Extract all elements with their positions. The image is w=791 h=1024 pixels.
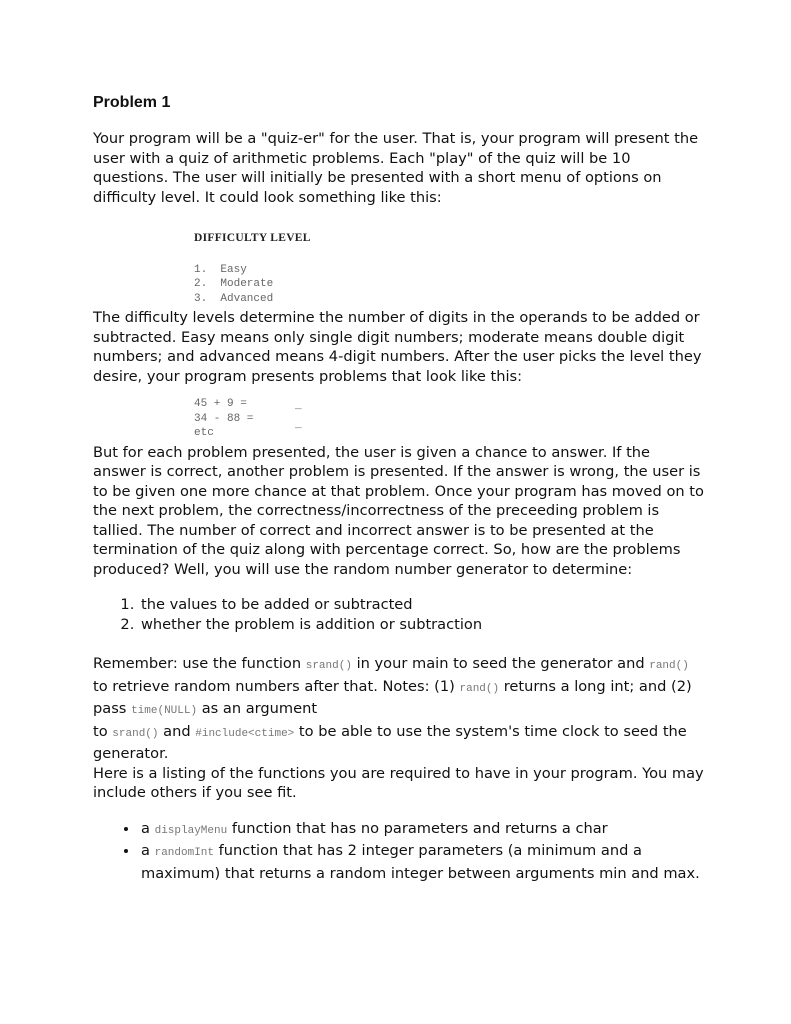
srand-code: srand() (305, 660, 352, 672)
example-problem-1 (194, 397, 705, 412)
answer-blank-1: _ (295, 400, 302, 412)
determine-list (93, 595, 705, 634)
function-item-displaymenu: • a displayMenu function that has no parameters and returns a char (139, 819, 705, 842)
functions-list (93, 819, 705, 884)
example-problems (194, 397, 705, 441)
levels-paragraph: The difficulty levels determine the number of digits in the operands to be added or subtracted. Easy means only single digit numbers; moderate means double digit numbers; and advanced means 4-digit numbers. After the user picks the level they desire, your program presents problems that look like this: (93, 309, 702, 385)
time-null-code: time(NULL) (131, 705, 198, 717)
example-problem-2 (194, 412, 705, 431)
menu-option-moderate: 2. Moderate (194, 278, 274, 290)
menu-heading: DIFFICULTY LEVEL (194, 232, 311, 244)
example-etc (194, 426, 705, 441)
function-item-randomint: • a randomInt function that has 2 integer parameters (a minimum and a maximum) that returns a random integer between arguments min and max. (139, 841, 705, 883)
example-etc-text: etc (194, 427, 214, 439)
rand-code: rand() (459, 682, 500, 695)
remember-paragraph: Remember: use the function srand() in your main to seed the generator and rand() to retrieve random numbers after that. Notes: (1) rand() returns a long int; and (2) pass time(NULL) as an argument to srand() and #include<ctime> to be able to use the system's time clock to seed the generator. (93, 655, 692, 762)
answer-paragraph: But for each problem presented, the user is given a chance to answer. If the answer is correct, another problem is presented. If the answer is wrong, the user is to be given one more chance at that problem. Once your program has moved on to the next problem, the correctness/incorrectness of the preceeding problem is tallied. The number of correct and incorrect answer is to be presented at the termination of the quiz along with percentage correct. So, how are the problems produced? Well, you will use the random number generator to determine: (93, 443, 704, 578)
list-item: 2. whether the problem is addition or subtraction (139, 615, 705, 635)
menu-option-easy: 1. Easy (194, 263, 247, 276)
listing-paragraph: Here is a listing of the functions you are required to have in your program. You may include others if you see fit. (93, 764, 704, 801)
rand-code: rand() (649, 660, 689, 672)
randomint-code: randomInt (154, 847, 215, 859)
example-problem-1-text: 45 + 9 = (194, 398, 247, 410)
menu-option-advanced: 3. Advanced (194, 292, 274, 305)
list-item: 1. the values to be added or subtracted (139, 595, 705, 615)
example-problem-2-text: 34 - 88 = (194, 412, 254, 425)
intro-paragraph: Your program will be a "quiz-er" for the user. That is, your program will present the user with a quiz of arithmetic problems. Each "play" of the quiz will be 10 questions. The user will initially be presented with a short menu of options on difficulty level. It could look something like this: (93, 130, 699, 206)
problem-title: Problem 1 (93, 94, 171, 111)
menu-options (194, 263, 705, 307)
include-ctime-code: #include<ctime> (195, 727, 295, 740)
displaymenu-code: displayMenu (154, 824, 228, 837)
answer-blank-2: _ (295, 418, 302, 431)
document-page (93, 93, 705, 883)
srand-code: srand() (112, 727, 159, 740)
